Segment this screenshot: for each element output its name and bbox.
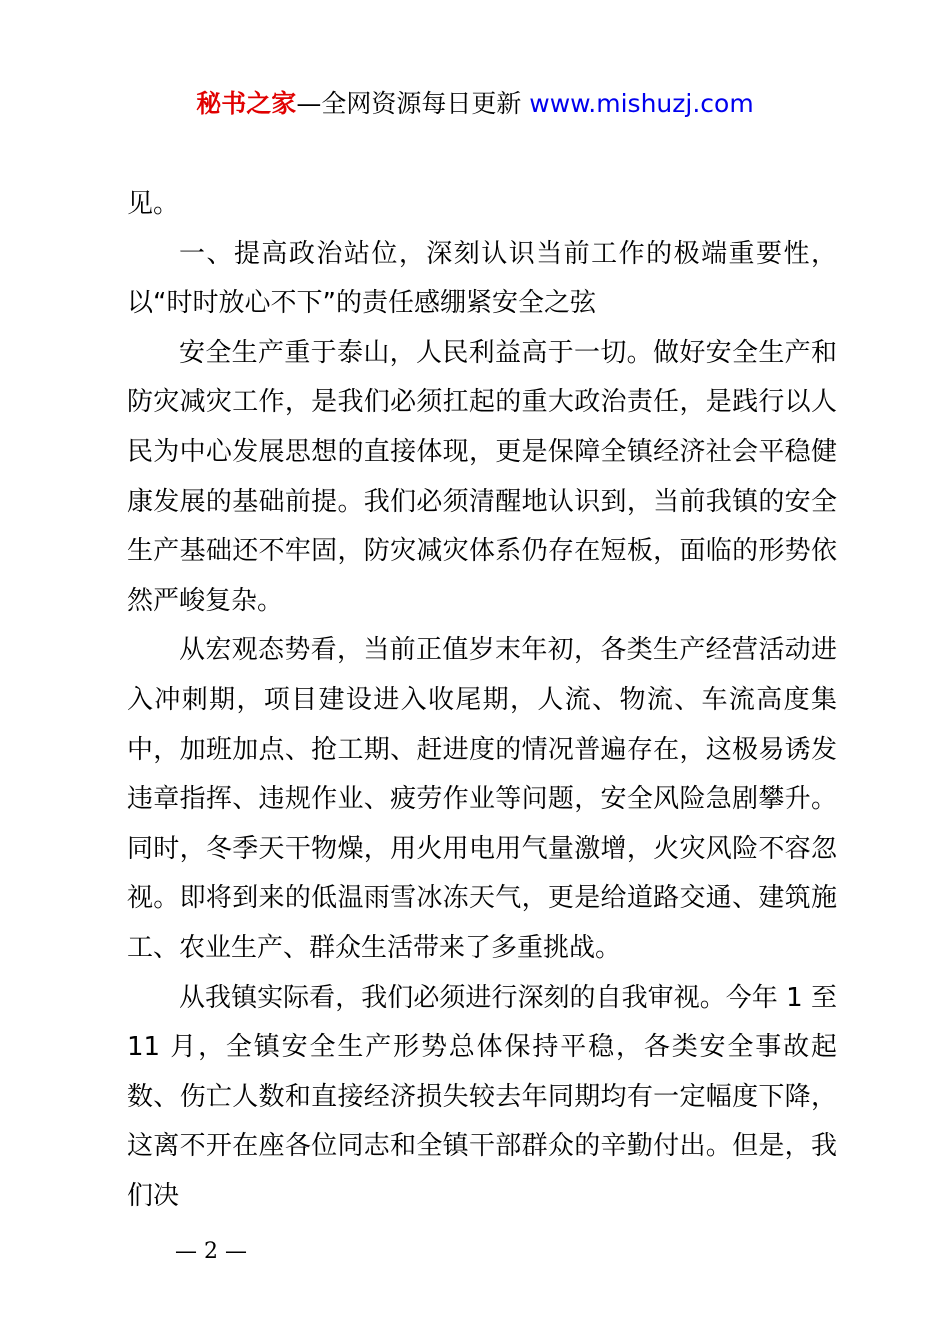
page-header xyxy=(0,86,950,122)
paragraph-continuation: 见。 xyxy=(127,189,180,219)
header-slogan: —全网资源每日更新 xyxy=(296,89,530,118)
section-heading: 一、提高政治站位，深刻认识当前工作的极端重要性，以“时时放心不下”的责任感绷紧安全之弦 xyxy=(127,238,837,319)
paragraph: 从宏观态势看，当前正值岁末年初，各类生产经营活动进入冲刺期，项目建设进入收尾期，人流、物流、车流高度集中，加班加点、抢工期、赶进度的情况普遍存在，这极易诱发违章指挥、违规作业、疲劳作业等问题，安全风险急剧攀升。同时，冬季天干物燥，用火用电用气量激增，火灾风险不容忽视。即将到来的低温雨雪冰冻天气，更是给道路交通、建筑施工、农业生产、群众生活带来了多重挑战。 xyxy=(127,635,837,963)
paragraph: 从我镇实际看，我们必须进行深刻的自我审视。今年 1 至 11 月，全镇安全生产形势总体保持平稳，各类安全事故起数、伤亡人数和直接经济损失较去年同期均有一定幅度下降，这离不开在座各位同志和全镇干部群众的辛勤付出。但是，我们决 xyxy=(127,982,837,1211)
brand-name: 秘书之家 xyxy=(196,89,297,118)
paragraph: 安全生产重于泰山，人民利益高于一切。做好安全生产和防灾减灾工作，是我们必须扛起的重大政治责任，是践行以人民为中心发展思想的直接体现，更是保障全镇经济社会平稳健康发展的基础前提。我们必须清醒地认识到，当前我镇的安全生产基础还不牢固，防灾减灾体系仍存在短板，面临的形势依然严峻复杂。 xyxy=(127,337,837,616)
document-body xyxy=(127,180,837,1221)
website-url[interactable]: www.mishuzj.com xyxy=(529,89,754,118)
page-number: — 2 — xyxy=(175,1239,247,1264)
